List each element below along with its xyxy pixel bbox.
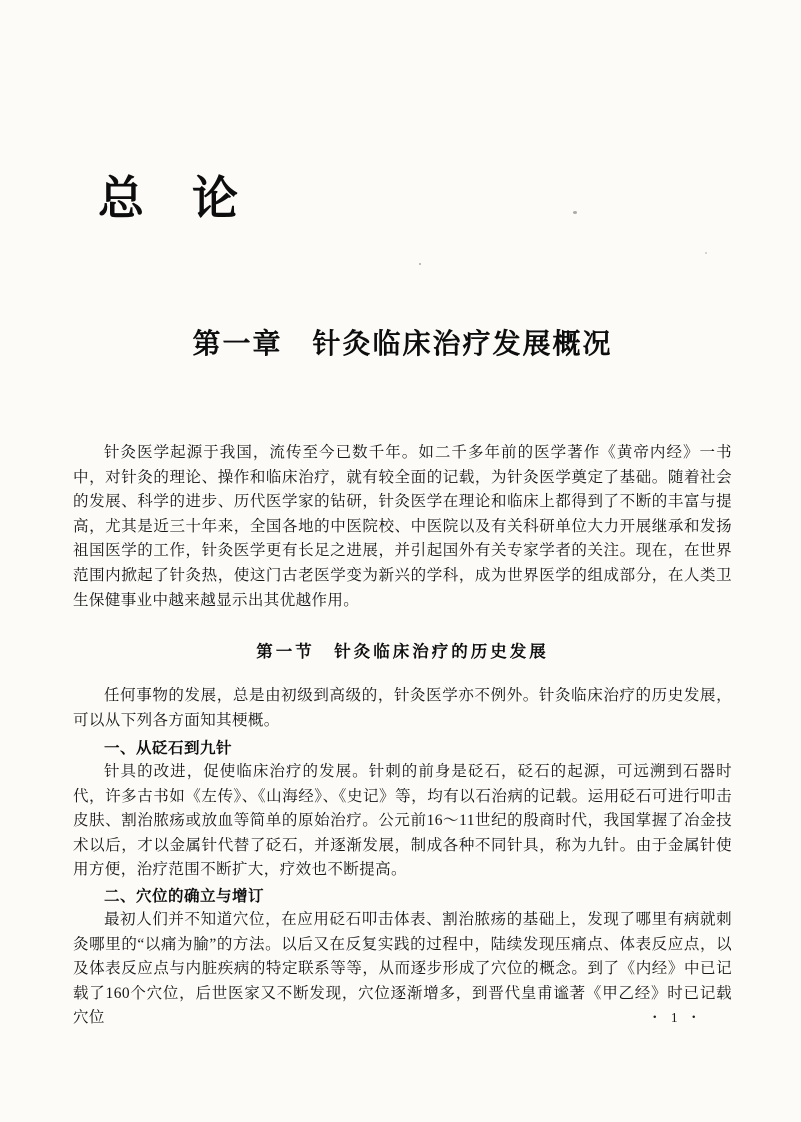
part-title: 总 论: [98, 173, 239, 224]
subsection-2-heading: 二、穴位的确立与增订: [104, 888, 265, 905]
subsection-1-paragraph: 针具的改进，促使临床治疗的发展。针刺的前身是砭石，砭石的起源，可远溯到石器时代，许多古书如《左传》、《山海经》、《史记》等，均有以石治病的记载。运用砭石可进行叩击皮肤、割治脓疡或放血等简单的原始治疗。公元前16～11世纪的殷商时代，我国掌握了冶金技术以后，才以金属针代替了砭石，并逐渐发展，制成各种不同针具，称为九针。由于金属针使用方便，治疗范围不断扩大，疗效也不断提高。: [73, 763, 732, 879]
subsection-2-paragraph: 最初人们并不知道穴位，在应用砭石叩击体表、割治脓疡的基础上，发现了哪里有病就刺灸哪里的“以痛为腧”的方法。以后又在反复实践的过程中，陆续发现压痛点、体表反应点，以及体表反应点与内脏疾病的特定联系等等，从而逐步形成了穴位的概念。到了《内经》中已记载了160个穴位，后世医家又不断发现，穴位逐渐增多，到晋代皇甫谧著《甲乙经》时已记载穴位: [73, 911, 732, 1027]
scan-speck: [419, 263, 421, 265]
chapter-intro-paragraph: 针灸医学起源于我国，流传至今已数千年。如二千多年前的医学著作《黄帝内经》一书中，对针灸的理论、操作和临床治疗，就有较全面的记载，为针灸医学奠定了基础。随着社会的发展、科学的进步、历代医学家的钻研，针灸医学在理论和临床上都得到了不断的丰富与提高，尤其是近三十年来，全国各地的中医院校、中医院以及有关科研单位大力开展继承和发扬祖国医学的工作，针灸医学更有长足之进展，并引起国外有关专家学者的关注。现在，在世界范围内掀起了针灸热，使这门古老医学变为新兴的学科，成为世界医学的组成部分，在人类卫生保健事业中越来越显示出其优越作用。: [73, 444, 732, 609]
chapter-title: 第一章 针灸临床治疗发展概况: [192, 329, 613, 360]
subsection-1-heading: 一、从砭石到九针: [104, 740, 233, 757]
section-lead-paragraph: 任何事物的发展，总是由初级到高级的，针灸医学亦不例外。针灸临床治疗的历史发展，可以从下列各方面知其梗概。: [73, 687, 732, 729]
scan-speck: [573, 211, 577, 214]
page-number: ・ 1 ・: [648, 1010, 704, 1025]
scan-speck: [705, 252, 707, 254]
section-title: 第一节 针灸临床治疗的历史发展: [256, 642, 549, 661]
